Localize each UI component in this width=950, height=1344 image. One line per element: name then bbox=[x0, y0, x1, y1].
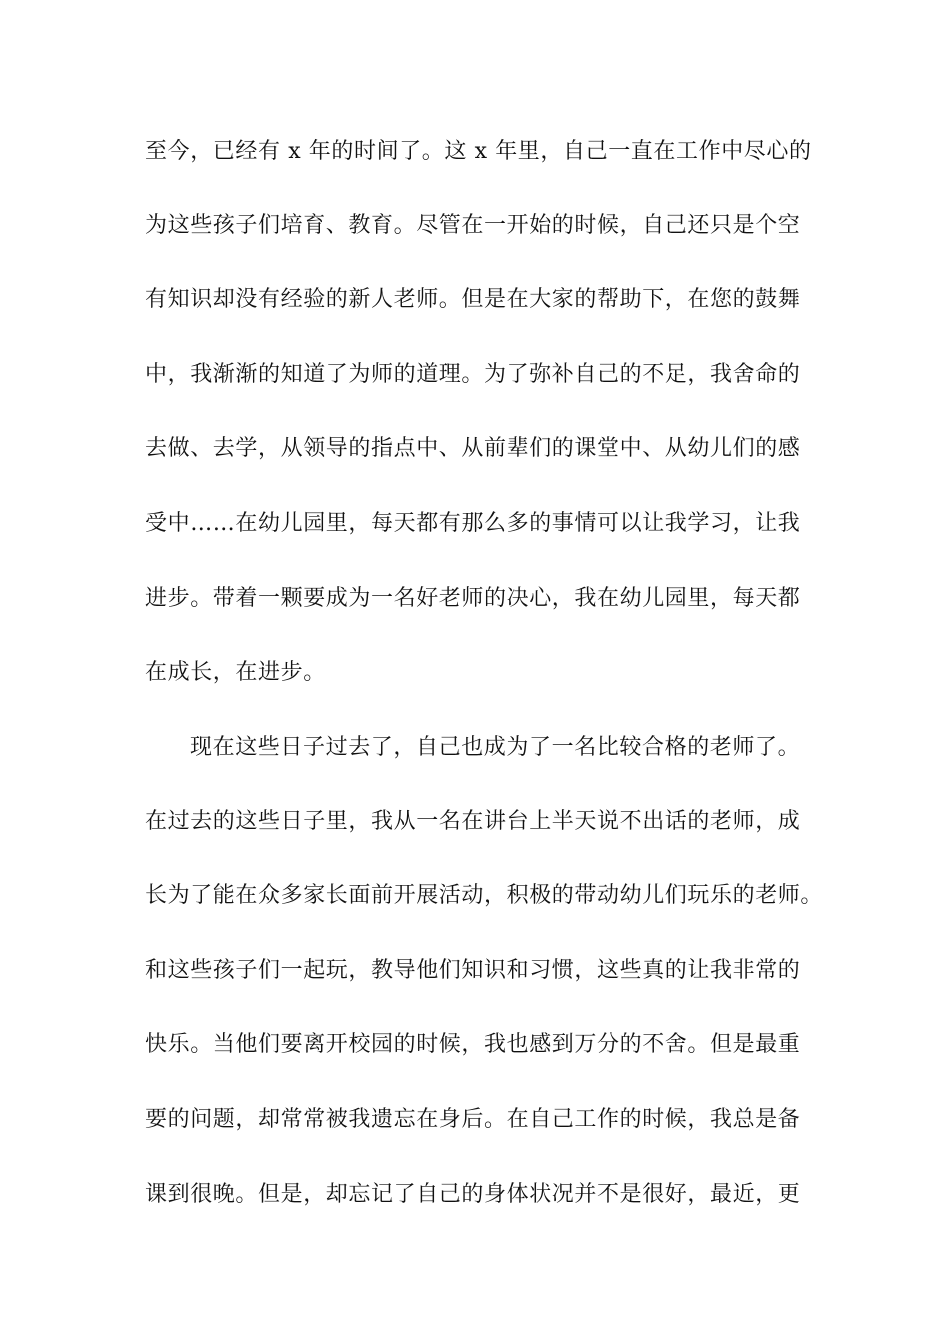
text-line: 快乐。当他们要离开校园的时候，我也感到万分的不舍。但是最重 bbox=[145, 1032, 801, 1057]
text-line: 课到很晚。但是，却忘记了自己的身体状况并不是很好，最近，更 bbox=[145, 1182, 801, 1207]
text-line: 去做、去学，从领导的指点中、从前辈们的课堂中、从幼儿们的感 bbox=[145, 436, 801, 461]
text-line: 有知识却没有经验的新人老师。但是在大家的帮助下，在您的鼓舞 bbox=[145, 287, 801, 312]
text-line: 在过去的这些日子里，我从一名在讲台上半天说不出话的老师，成 bbox=[145, 809, 801, 834]
text-line: 进步。带着一颗要成为一名好老师的决心，我在幼儿园里，每天都 bbox=[145, 586, 801, 611]
text-line: 中，我渐渐的知道了为师的道理。为了弥补自己的不足，我舍命的 bbox=[145, 362, 801, 387]
text-line: 要的问题，却常常被我遗忘在身后。在自己工作的时候，我总是备 bbox=[145, 1107, 801, 1132]
text-line: 受中……在幼儿园里，每天都有那么多的事情可以让我学习，让我 bbox=[145, 511, 801, 536]
text-line: 至今，已经有 x 年的时间了。这 x 年里，自己一直在工作中尽心的 bbox=[145, 139, 812, 164]
text-line: 长为了能在众多家长面前开展活动，积极的带动幼儿们玩乐的老师。 bbox=[145, 883, 824, 908]
text-line: 和这些孩子们一起玩，教导他们知识和习惯，这些真的让我非常的 bbox=[145, 958, 801, 983]
paragraph-first-line: 现在这些日子过去了，自己也成为了一名比较合格的老师了。 bbox=[190, 735, 801, 760]
text-line: 为这些孩子们培育、教育。尽管在一开始的时候，自己还只是个空 bbox=[145, 213, 801, 238]
text-line: 在成长，在进步。 bbox=[145, 660, 326, 685]
